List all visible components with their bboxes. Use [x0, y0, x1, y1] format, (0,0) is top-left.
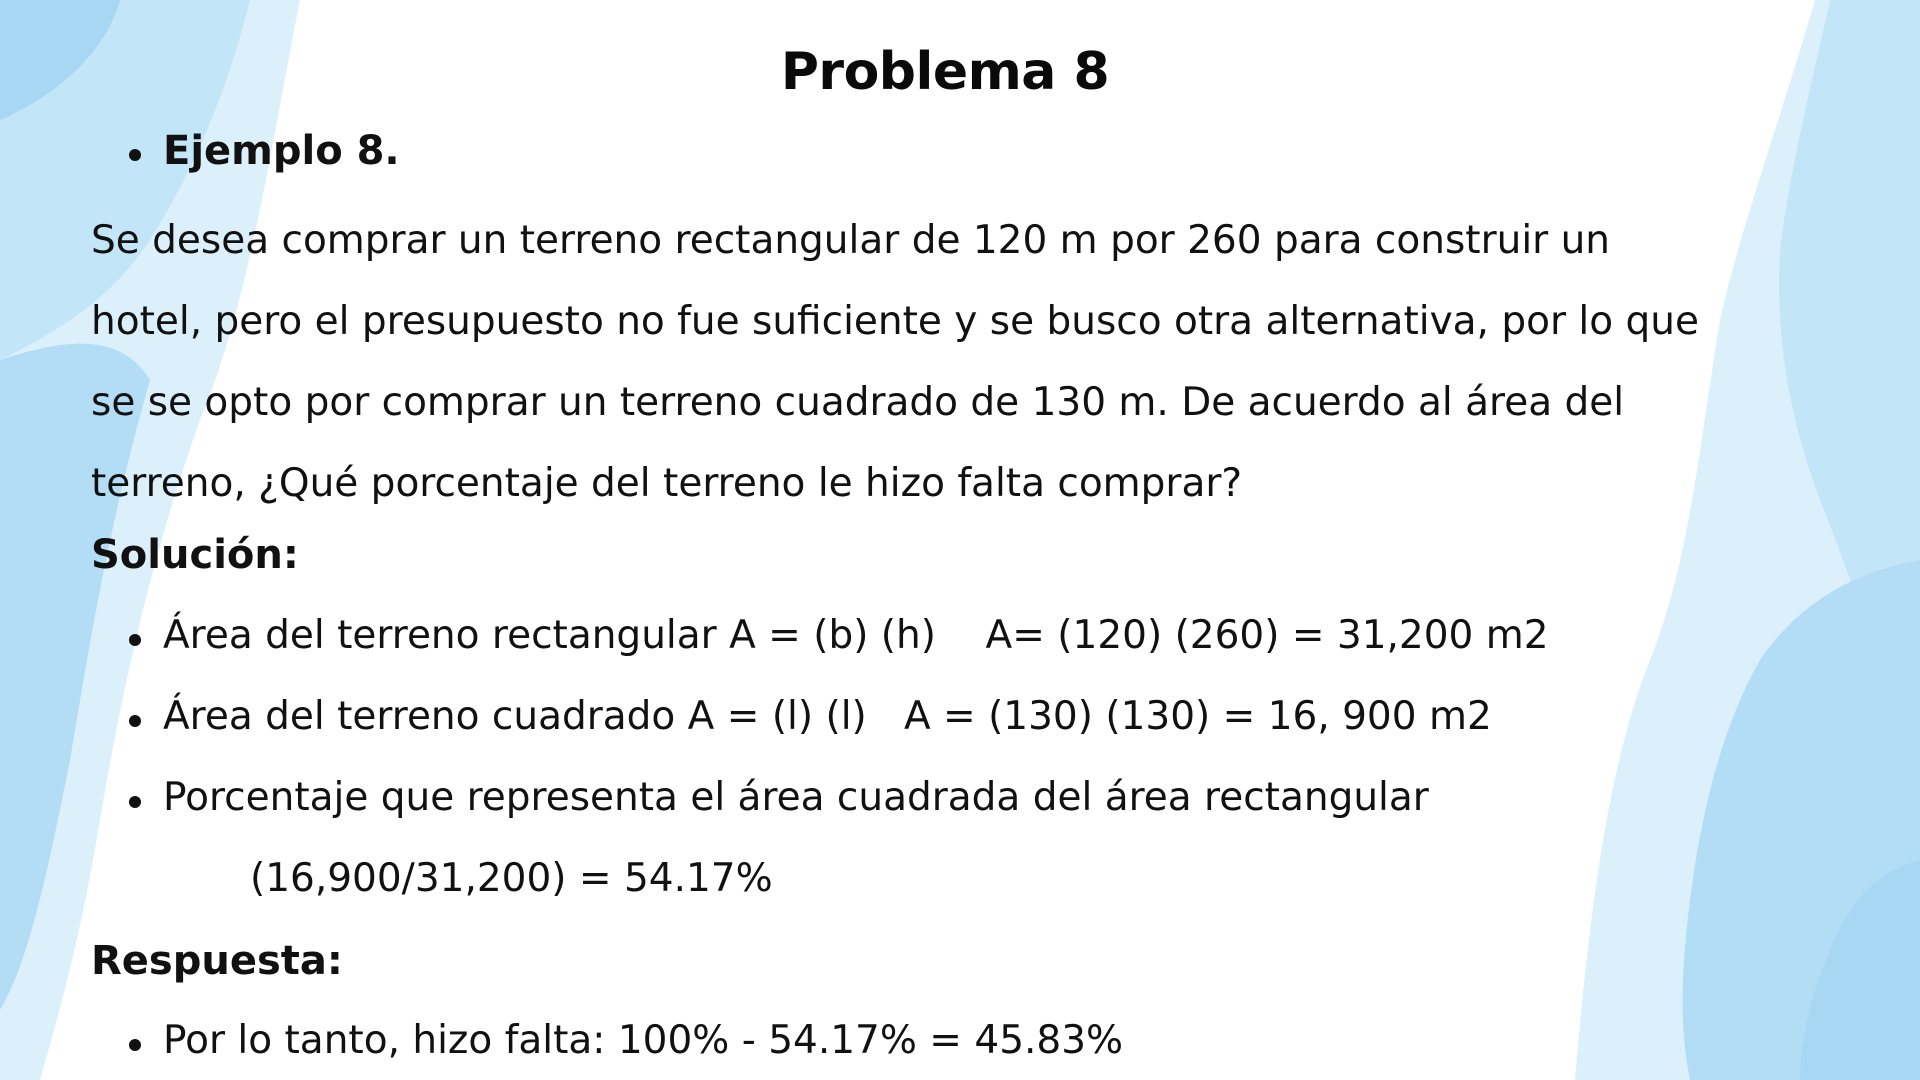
problem-statement — [91, 200, 1851, 524]
problem-line: hotel, pero el presupuesto no fue suficiente y se busco otra alternativa, por lo que — [91, 299, 1699, 344]
bullet-dot — [129, 796, 141, 808]
solution-heading: Solución: — [91, 532, 299, 578]
solution-item-percentage: Porcentaje que representa el área cuadrada del área rectangular — [163, 775, 1429, 820]
bullet-dot — [129, 715, 141, 727]
percentage-calculation: (16,900/31,200) = 54.17% — [250, 856, 773, 901]
answer-heading: Respuesta: — [91, 938, 343, 984]
problem-line: se se opto por comprar un terreno cuadrado de 130 m. De acuerdo al área del — [91, 380, 1625, 425]
bullet-dot — [129, 634, 141, 646]
solution-item-square-area: Área del terreno cuadrado A = (l) (l) A = (130) (130) = 16, 900 m2 — [163, 694, 1492, 739]
problem-line: terreno, ¿Qué porcentaje del terreno le hizo falta comprar? — [91, 461, 1243, 506]
bullet-dot — [129, 1039, 141, 1051]
problem-line: Se desea comprar un terreno rectangular de 120 m por 260 para construir un — [91, 218, 1611, 263]
answer-item: Por lo tanto, hizo falta: 100% - 54.17% = 45.83% — [163, 1018, 1124, 1063]
example-label: Ejemplo 8. — [163, 128, 400, 174]
slide-title: Problema 8 — [780, 42, 1110, 102]
bullet-dot — [129, 149, 141, 161]
solution-item-rect-area: Área del terreno rectangular A = (b) (h) A= (120) (260) = 31,200 m2 — [163, 613, 1549, 658]
